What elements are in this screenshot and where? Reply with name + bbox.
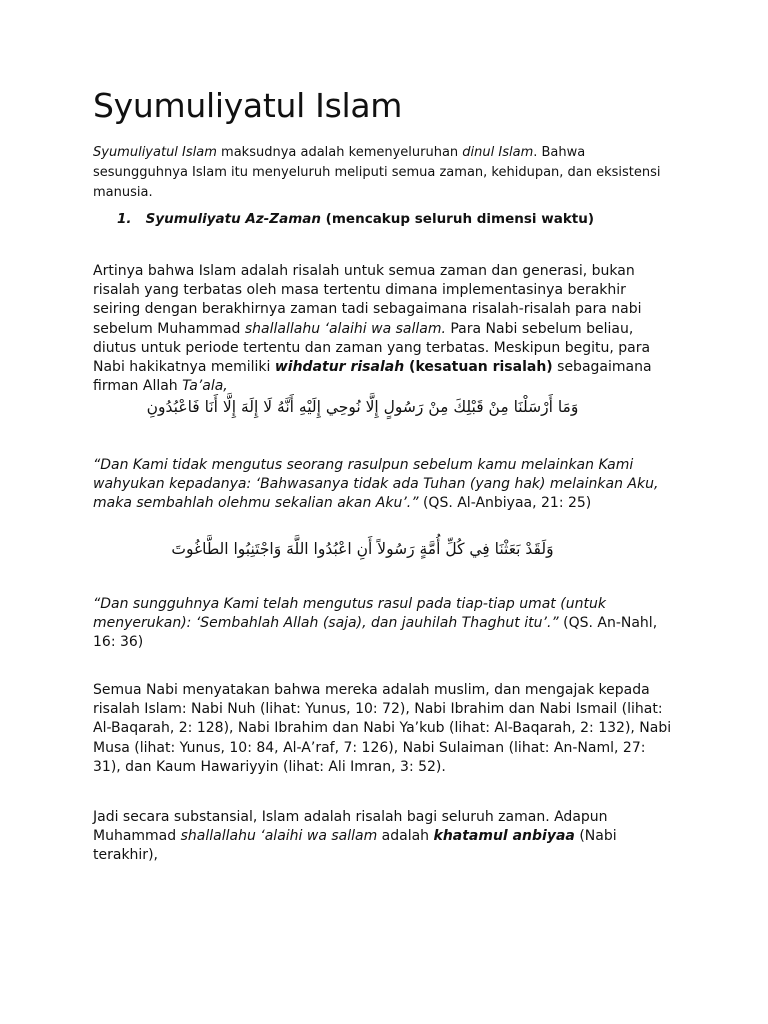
para3-salawat: shallallahu ‘alaihi wa sallam: [180, 828, 378, 845]
intro-paragraph: [93, 143, 673, 203]
arabic-verse-2: وَلَقَدْ بَعَثْنَا فِي كُلِّ أُمَّةٍ رَسُولاً أَنِ اعْبُدُوا اللَّهَ وَاجْتَنِبُوا الطَّاغُوتَ: [171, 540, 554, 558]
intro-dinul-islam: dinul Islam: [462, 145, 534, 160]
quote1-reference: (QS. Al-Anbiyaa, 21: 25): [418, 495, 592, 512]
quote-translation-2: [93, 595, 673, 653]
intro-text-1: maksudnya adalah kemenyeluruhan: [216, 145, 463, 160]
para3-text-1: Jadi secara substansial, Islam adalah risalah bagi seluruh zaman. Adapun Muhammad: [93, 809, 608, 845]
arabic-verse-1: وَمَا أَرْسَلْنَا مِنْ قَبْلِكَ مِنْ رَسُولٍ إِلَّا نُوحِي إِلَيْهِ أَنَّهُ لَا إِلَهَ إِلَّا أَنَا فَاعْبُدُونِ: [146, 398, 579, 416]
intro-text-2: . Bahwa sesungguhnya Islam itu menyeluruh meliputi semua zaman, kehidupan, dan eksistensi manusia.: [93, 145, 661, 200]
para1-kesatuan-risalah: (kesatuan risalah): [404, 359, 553, 376]
quote1-text: “Dan Kami tidak mengutus seorang rasulpun sebelum kamu melainkan Kami wahyukan kepadanya: ‘Bahwasanya tidak ada Tuhan (yang hak) melainkan Aku, maka sembahlah olehmu sekalian akan Aku’.”: [93, 457, 659, 512]
quote2-reference: (QS. An-Nahl, 16: 36): [93, 615, 658, 651]
para1-text-2: Para Nabi sebelum beliau, diutus untuk periode tertentu dan zaman yang terbatas. Meskipun begitu, para Nabi hakikatnya memiliki: [93, 320, 651, 376]
para1-text-4: sebagaimana firman Allah: [93, 359, 652, 395]
page-title: Syumuliyatul Islam: [93, 86, 403, 125]
paragraph-artinya: [93, 262, 673, 396]
section-number: 1.: [117, 211, 132, 227]
section-term: Syumuliyatu Az-Zaman: [145, 211, 321, 227]
para1-taala: Ta’ala,: [182, 378, 228, 395]
para1-wihdatur-risalah: wihdatur risalah: [274, 359, 405, 376]
quote2-text: “Dan sungguhnya Kami telah mengutus rasul pada tiap-tiap umat (untuk menyerukan): ‘Sembahlah Allah (saja), dan jauhilah Thaghut itu’.”: [93, 596, 606, 632]
paragraph-jadi: [93, 808, 673, 866]
para3-khatamul-anbiyaa: khatamul anbiyaa: [433, 828, 575, 845]
section-desc: (mencakup seluruh dimensi waktu): [320, 211, 595, 227]
para1-salawat: shallallahu ‘alaihi wa sallam.: [244, 320, 446, 337]
paragraph-semua-nabi: Semua Nabi menyatakan bahwa mereka adalah muslim, dan mengajak kepada risalah Islam: Nabi Nuh (lihat: Yunus, 10: 72), Nabi Ibrahim dan Nabi Ismail (lihat: Al-Baqarah, 2: 128), Nabi Ibrahim dan Nabi Ya’kub (lihat: Al-Baqarah, 2: 132), Nabi Musa (lihat: Yunus, 10: 84, Al-A’raf, 7: 126), Nabi Sulaiman (lihat: An-Naml, 27: 31), dan Kaum Hawariyyin (lihat: Ali Imran, 3: 52).: [93, 682, 672, 775]
para1-text-1: Artinya bahwa Islam adalah risalah untuk semua zaman dan generasi, bukan risalah yang terbatas oleh masa tertentu dimana implementasinya berakhir seiring dengan berakhirnya zaman tadi sebagaimana risalah-risalah para nabi sebelum Muhammad: [93, 263, 642, 337]
section-heading-1: [117, 211, 594, 227]
para3-text-2: adalah: [377, 828, 434, 845]
quote-translation-1: [93, 456, 673, 514]
para3-text-3: (Nabi terakhir),: [93, 828, 617, 864]
intro-term: Syumuliyatul Islam: [93, 145, 217, 160]
